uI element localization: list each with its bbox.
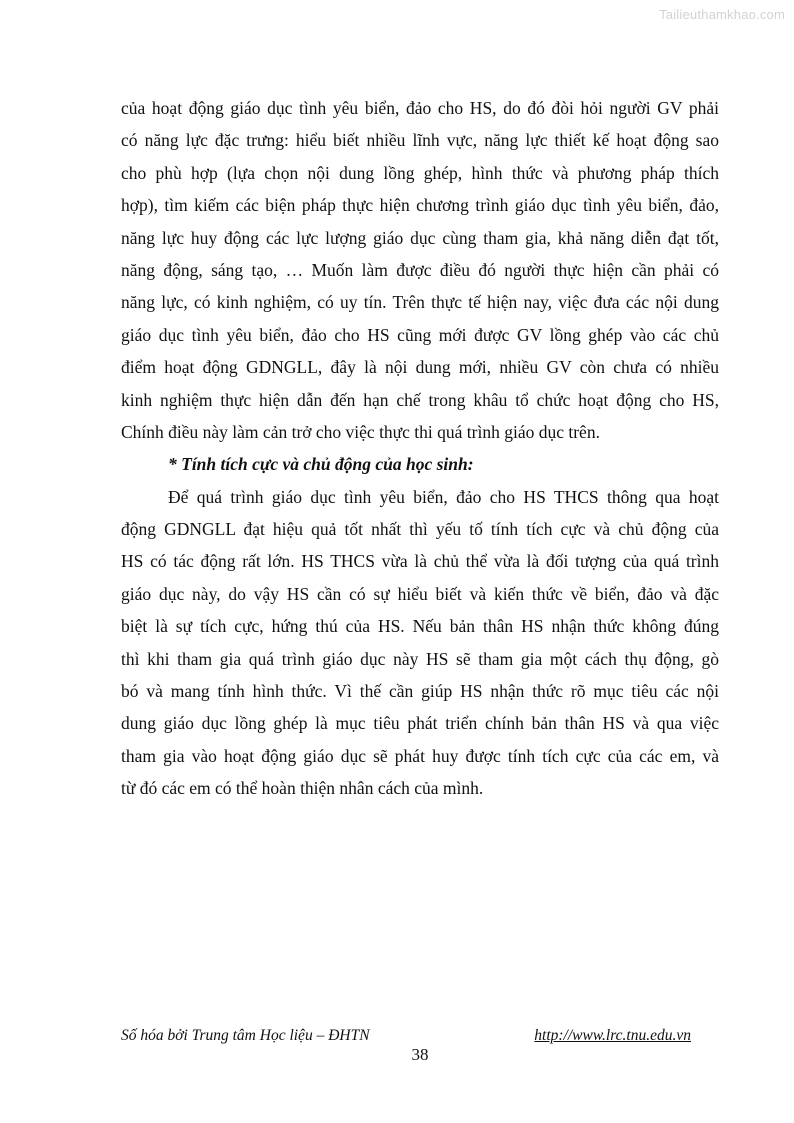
paragraph-line: giáo dục này, do vậy HS cần có sự hiểu biết và kiến thức về biển, đảo và đặc: [121, 583, 719, 604]
paragraph-line: thì khi tham gia quá trình giáo dục này HS sẽ tham gia một cách thụ động, gò: [121, 648, 719, 669]
paragraph-line: của hoạt động giáo dục tình yêu biển, đảo cho HS, do đó đòi hỏi người GV phải: [121, 98, 719, 118]
paragraph-line: động GDNGLL đạt hiệu quả tốt nhất thì yếu tố tính tích cực và chủ động của: [121, 519, 719, 540]
paragraph-line: điểm hoạt động GDNGLL, đây là nội dung mới, nhiều GV còn chưa có nhiều: [121, 357, 719, 378]
paragraph-line: dung giáo dục lồng ghép là mục tiêu phát triển chính bản thân HS và qua việc: [121, 713, 719, 734]
paragraph-line: tham gia vào hoạt động giáo dục sẽ phát huy được tính tích cực của các em, và: [121, 745, 719, 766]
paragraph-line: năng lực, có kinh nghiệm, có uy tín. Trên thực tế hiện nay, việc đưa các nội dung: [121, 292, 719, 313]
paragraph-line: Để quá trình giáo dục tình yêu biển, đảo cho HS THCS thông qua hoạt: [168, 486, 719, 507]
section-heading: * Tính tích cực và chủ động của học sinh:: [168, 454, 474, 475]
paragraph-line: HS có tác động rất lớn. HS THCS vừa là chủ thể vừa là đối tượng của quá trình: [121, 551, 719, 572]
paragraph-1: [121, 92, 719, 448]
footer-link[interactable]: http://www.lrc.tnu.edu.vn: [534, 1027, 691, 1044]
paragraph-line: Chính điều này làm cản trở cho việc thực thi quá trình giáo dục trên.: [121, 421, 600, 442]
page-number: 38: [411, 1045, 429, 1064]
paragraph-line: cho phù hợp (lựa chọn nội dung lồng ghép, hình thức và phương pháp thích: [121, 162, 719, 183]
footer-digitized-by: Số hóa bởi Trung tâm Học liệu – ĐHTN: [121, 1027, 370, 1044]
paragraph-line: từ đó các em có thể hoàn thiện nhân cách của mình.: [121, 778, 484, 799]
paragraph-2: [121, 481, 719, 805]
paragraph-line: kinh nghiệm thực hiện dẫn đến hạn chế trong khâu tổ chức hoạt động cho HS,: [121, 389, 719, 410]
paragraph-line: biệt là sự tích cực, hứng thú của HS. Nếu bản thân HS nhận thức không đúng: [121, 616, 719, 637]
paragraph-line: có năng lực đặc trưng: hiểu biết nhiều lĩnh vực, năng lực thiết kế hoạt động sao: [121, 130, 719, 151]
watermark: Tailieuthamkhao.com: [659, 7, 785, 22]
paragraph-line: bó và mang tính hình thức. Vì thế cần giúp HS nhận thức rõ mục tiêu các nội: [121, 681, 719, 702]
paragraph-line: giáo dục tình yêu biển, đảo cho HS cũng mới được GV lồng ghép vào các chủ: [121, 324, 719, 345]
paragraph-line: hợp), tìm kiếm các biện pháp thực hiện chương trình giáo dục tình yêu biển, đảo,: [121, 195, 719, 216]
paragraph-line: năng lực huy động các lực lượng giáo dục cùng tham gia, khả năng diễn đạt tốt,: [121, 227, 719, 248]
document-body: [121, 92, 719, 805]
paragraph-line: năng động, sáng tạo, … Muốn làm được điều đó người thực hiện cần phải có: [121, 259, 719, 280]
